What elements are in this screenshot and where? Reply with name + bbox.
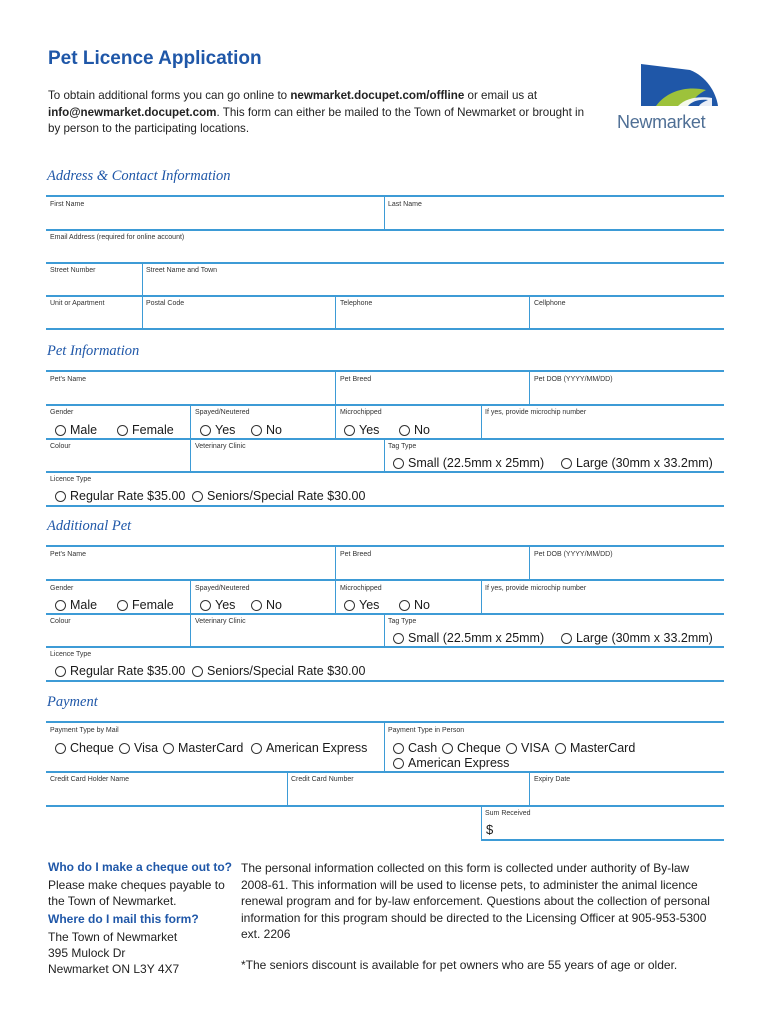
cheque-answer-line2: the Town of Newmarket. [48,894,177,908]
mail-amex-option[interactable]: American Express [251,741,367,755]
radio-icon[interactable] [55,600,66,611]
payment-person-label: Payment Type in Person [388,727,465,734]
radio-icon[interactable] [506,743,517,754]
radio-icon[interactable] [393,458,404,469]
radio-icon[interactable] [200,600,211,611]
radio-icon[interactable] [117,425,128,436]
first-name-label: First Name [50,201,85,208]
address-line2: 395 Mulock Dr [48,946,126,960]
privacy-statement: The personal information collected on this form is collected under authority of By-law 2008-61. This information will be used to license pets, to administer the animal licence renewal program and for by-law enforcement. Questions about the collection of personal information for this program should be directed to the Licensing Officer at 905-953-5300 ext. 2206 [241,861,710,941]
radio-icon[interactable] [55,666,66,677]
radio-icon[interactable] [163,743,174,754]
add-pet-breed-label: Pet Breed [340,551,372,558]
gender-female-option[interactable]: Female [117,423,174,437]
telephone-label: Telephone [340,300,373,307]
section-pet-heading: Pet Information [47,343,140,359]
expiry-date-label: Expiry Date [534,776,571,783]
add-microchipped-no-option[interactable]: No [399,598,430,612]
postal-code-label: Postal Code [146,300,185,307]
mail-cheque-option[interactable]: Cheque [55,741,114,755]
radio-icon[interactable] [55,743,66,754]
radio-icon[interactable] [192,666,203,677]
person-mastercard-option[interactable]: MasterCard [555,741,635,755]
add-vet-clinic-label: Veterinary Clinic [195,618,246,625]
radio-icon[interactable] [251,425,262,436]
unit-label: Unit or Apartment [50,300,105,307]
radio-icon[interactable] [251,743,262,754]
cheque-question: Who do I make a cheque out to? [48,860,233,874]
add-gender-label: Gender [50,585,74,592]
email-link[interactable]: info@newmarket.docupet.com [48,105,217,119]
page-title: Pet Licence Application [48,48,262,69]
microchipped-no-option[interactable]: No [399,423,430,437]
add-microchipped-label: Microchipped [340,585,382,592]
radio-icon[interactable] [55,491,66,502]
add-microchip-number-label: If yes, provide microchip number [485,585,587,592]
email-label: Email Address (required for online account) [50,234,185,241]
add-seniors-rate-option[interactable]: Seniors/Special Rate $30.00 [192,664,365,678]
radio-icon[interactable] [399,425,410,436]
pet-name-label: Pet's Name [50,376,86,383]
spayed-no-option[interactable]: No [251,423,282,437]
add-tag-small-option[interactable]: Small (22.5mm x 25mm) [393,631,544,645]
radio-icon[interactable] [393,743,404,754]
intro-part-1: To obtain additional forms you can go online to [48,89,291,102]
add-pet-name-label: Pet's Name [50,551,86,558]
logo-wordmark: Newmarket [617,112,706,132]
seniors-rate-option[interactable]: Seniors/Special Rate $30.00 [192,489,365,503]
radio-icon[interactable] [393,758,404,769]
add-spayed-yes-option[interactable]: Yes [200,598,235,612]
online-link[interactable]: newmarket.docupet.com/offline [290,89,465,102]
person-cheque-option[interactable]: Cheque [442,741,501,755]
mail-mastercard-option[interactable]: MasterCard [163,741,243,755]
pet-breed-label: Pet Breed [340,376,372,383]
mail-question: Where do I mail this form? [48,912,199,926]
person-amex-option[interactable]: American Express [393,756,509,770]
pet-dob-label: Pet DOB (YYYY/MM/DD) [534,376,613,383]
radio-icon[interactable] [555,743,566,754]
section-address-heading: Address & Contact Information [47,168,231,184]
address-line1: The Town of Newmarket [48,930,178,944]
add-gender-female-option[interactable]: Female [117,598,174,612]
tag-large-option[interactable]: Large (30mm x 33.2mm) [561,456,713,470]
street-name-label: Street Name and Town [146,267,218,274]
tag-small-option[interactable]: Small (22.5mm x 25mm) [393,456,544,470]
radio-icon[interactable] [561,458,572,469]
last-name-label: Last Name [388,201,422,208]
vet-clinic-label: Veterinary Clinic [195,443,246,450]
add-tag-type-label: Tag Type [388,618,417,625]
add-microchipped-yes-option[interactable]: Yes [344,598,379,612]
colour-label: Colour [50,443,71,450]
radio-icon[interactable] [344,425,355,436]
mail-visa-option[interactable]: Visa [119,741,158,755]
intro-part-2: or email us at [464,89,538,102]
card-number-label: Credit Card Number [291,776,354,783]
gender-label: Gender [50,409,74,416]
licence-type-label: Licence Type [50,476,92,483]
payment-mail-label: Payment Type by Mail [50,727,119,734]
section-additional-heading: Additional Pet [47,518,132,534]
radio-icon[interactable] [192,491,203,502]
gender-male-option[interactable]: Male [55,423,97,437]
sum-received-label: Sum Received [485,810,531,817]
radio-icon[interactable] [393,633,404,644]
radio-icon[interactable] [399,600,410,611]
add-spayed-no-option[interactable]: No [251,598,282,612]
regular-rate-option[interactable]: Regular Rate $35.00 [55,489,185,503]
address-line3: Newmarket ON L3Y 4X7 [48,962,180,976]
radio-icon[interactable] [344,600,355,611]
add-gender-male-option[interactable]: Male [55,598,97,612]
radio-icon[interactable] [561,633,572,644]
cellphone-label: Cellphone [534,300,566,307]
person-cash-option[interactable]: Cash [393,741,437,755]
spayed-yes-option[interactable]: Yes [200,423,235,437]
microchipped-label: Microchipped [340,409,382,416]
section-payment-heading: Payment [47,694,98,710]
dollar-sign: $ [486,822,494,837]
tag-type-label: Tag Type [388,443,417,450]
seniors-note: *The seniors discount is available for pet owners who are 55 years of age or older. [241,958,678,972]
add-colour-label: Colour [50,618,71,625]
street-number-label: Street Number [50,267,96,274]
person-visa-option[interactable]: VISA [506,741,550,755]
intro-text [48,88,593,138]
intro-part-3: . This form can either be mailed to the Town of Newmarket or brought in by person to the participating locations. [48,105,585,135]
radio-icon[interactable] [55,425,66,436]
add-spayed-label: Spayed/Neutered [195,585,250,592]
add-licence-type-label: Licence Type [50,651,92,658]
add-pet-dob-label: Pet DOB (YYYY/MM/DD) [534,551,613,558]
radio-icon[interactable] [119,743,130,754]
cheque-answer-line1: Please make cheques payable to [48,878,225,892]
radio-icon[interactable] [251,600,262,611]
radio-icon[interactable] [200,425,211,436]
add-regular-rate-option[interactable]: Regular Rate $35.00 [55,664,185,678]
spayed-label: Spayed/Neutered [195,409,250,416]
radio-icon[interactable] [117,600,128,611]
microchipped-yes-option[interactable]: Yes [344,423,379,437]
radio-icon[interactable] [442,743,453,754]
card-holder-label: Credit Card Holder Name [50,776,129,783]
microchip-number-label: If yes, provide microchip number [485,409,587,416]
add-tag-large-option[interactable]: Large (30mm x 33.2mm) [561,631,713,645]
